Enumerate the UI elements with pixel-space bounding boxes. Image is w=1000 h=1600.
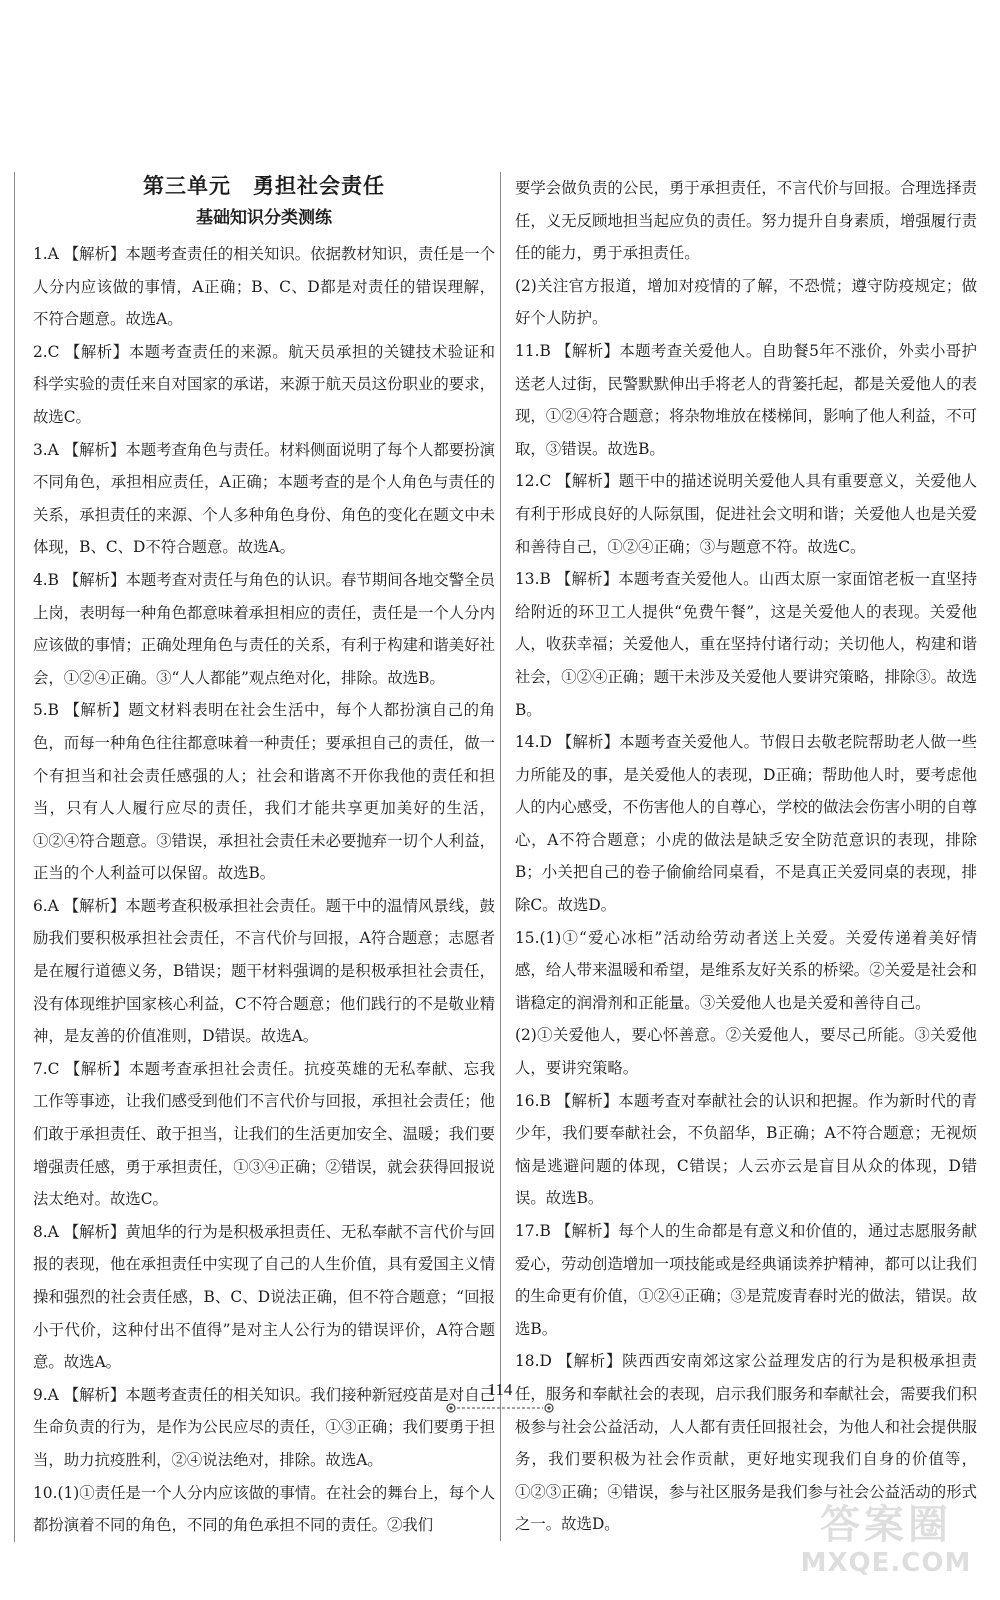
answer-entry: 15.(1)①“爱心冰柜”活动给劳动者送上关爱。关爱传递着美好情感，给人带来温暖和希望，是维系友好关系的桥梁。②关爱是社会和谐稳定的润滑剂和正能量。③关爱他人也是关爱和善待自己。 [515,928,977,1012]
right-answer-list [515,172,977,1541]
page-number: 114 [487,1380,513,1399]
section-subtitle: 基础知识分类测练 [196,208,332,228]
left-answer-list [33,238,495,1542]
answer-entry: 6.A 【解析】本题考查积极承担社会责任。题干中的温情风景线，鼓励我们要积极承担社会责任，不言代价与回报，A符合题意；志愿者是在履行道德义务，B错误；题干材料强调的是积极承担社会责任，没有体现维护国家核心利益，C不符合题意；他们践行的不是敬业精神，是友善的价值准则，D错误。故选A。 [33,896,495,1046]
unit-title: 第三单元 勇担社会责任 [143,174,385,198]
answer-entry: 9.A 【解析】本题考查责任的相关知识。我们接种新冠疫苗是对自己生命负责的行为，是作为公民应尽的责任，①③正确；我们要勇于担当，助力抗疫胜利，②④说法绝对，排除。故选A。 [33,1385,495,1469]
site-watermark [786,1502,986,1592]
answer-entry: 16.B 【解析】本题考查对奉献社会的认识和把握。作为新时代的青少年，我们要奉献社会，不负韶华，B正确；A不符合题意；无视烦恼是逃避问题的体现，C错误；人云亦云是盲目从众的体现，D错误。故选B。 [515,1091,977,1208]
answer-continuation: (2)①关爱他人，要心怀善意。②关爱他人，要尽己所能。③关爱他人，要讲究策略。 [515,1026,977,1078]
answer-entry: 11.B 【解析】本题考查关爱他人。自助餐5年不涨价，外卖小哥护送老人过街，民警默默伸出手将老人的背篓托起，都是关爱他人的表现，①②④符合题意；将杂物堆放在楼梯间，影响了他人利益，不可取，③错误。故选B。 [515,341,977,458]
answer-entry: 14.D 【解析】本题考查关爱他人。节假日去敬老院帮助老人做一些力所能及的事，是关爱他人的表现，D正确；帮助他人时，要考虑他人的内心感受，不伤害他人的自尊心，学校的做法会伤害小明的自尊心，A不符合题意；小虎的做法是缺乏安全防范意识的表现，排除B；小关把自己的卷子偷偷给同桌看，不是真正关爱同桌的表现，排除C。故选D。 [515,733,977,915]
answer-entry: 5.B 【解析】题文材料表明在社会生活中，每个人都扮演自己的角色，而每一种角色往往都意味着一种责任；要承担自己的责任，做一个有担当和社会责任感强的人；社会和谐离不开你我他的责任和担当，只有人人履行应尽的责任，我们才能共享更加美好的生活，①②④符合题意。③错误，承担社会责任未必要抛弃一切个人利益，正当的个人利益可以保留。故选B。 [33,701,495,883]
answer-entry: 13.B 【解析】本题考查关爱他人。山西太原一家面馆老板一直坚持给附近的环卫工人提供“免费午餐”，这是关爱他人的表现。关爱他人，收获幸福；关爱他人，重在坚持付诸行动；关切他人，构建和谐社会，①②④正确；题干未涉及关爱他人要讲究策略，排除③。故选B。 [515,570,977,719]
right-column [500,172,977,1541]
answer-entry: 10.(1)①责任是一个人分内应该做的事情。在社会的舞台上，每个人都扮演着不同的角色，不同的角色承担不同的责任。②我们 [33,1483,495,1535]
answer-entry: 18.D 【解析】陕西西安南郊这家公益理发店的行为是积极承担责任，服务和奉献社会的表现，启示我们服务和奉献社会，需要我们积极参与社会公益活动，人人都有责任回报社会，为他人和社会提供服务，我们要积极为社会作贡献，更好地实现我们自身的价值等，①②③正确；④错误，参与社区服务是我们参与社会公益活动的形式之一。故选D。 [515,1352,977,1534]
page-footer [0,1380,1000,1414]
answer-entry: 7.C 【解析】本题考查承担社会责任。抗疫英雄的无私奉献、忘我工作等事迹，让我们感受到他们不言代价与回报，承担社会责任；他们敢于承担责任、敢于担当，让我们的生活更加安全、温暖；我们要增强责任感，勇于承担责任，①③④正确；②错误，就会获得回报说法太绝对。故选C。 [33,1059,495,1209]
answer-entry: 2.C 【解析】本题考查责任的来源。航天员承担的关键技术验证和科学实验的责任来自对国家的承诺，来源于航天员这份职业的要求，故选C。 [33,342,495,426]
answer-continuation: (2)关注官方报道，增加对疫情的了解，不恐慌；遵守防疫规定；做好个人防护。 [515,276,977,328]
answer-entry: 8.A 【解析】黄旭华的行为是积极承担责任、无私奉献不言代价与回报的表现，他在承担责任中实现了自己的人生价值，具有爱国主义情操和强烈的社会责任感，B、C、D说法正确，但不符合题意；“回报小于代价，这种付出不值得”是对主人公行为的错误评价，A符合题意。故选A。 [33,1222,495,1372]
watermark-logo-text: 答案圈 [820,1502,952,1548]
answer-continuation: 要学会做负责的公民，勇于承担责任，不言代价与回报。合理选择责任，义无反顾地担当起应负的责任。努力提升自身素质，增强履行责任的能力，勇于承担责任。 [515,179,977,263]
answer-entry: 4.B 【解析】本题考查对责任与角色的认识。春节期间各地交警全员上岗，表明每一种角色都意味着承担相应的责任，责任是一个人分内应该做的事情；正确处理角色与责任的关系，有利于构建和谐美好社会，①②④正确。③“人人都能”观点绝对化，排除。故选B。 [33,570,495,687]
answer-entry: 1.A 【解析】本题考查责任的相关知识。依据教材知识，责任是一个人分内应该做的事情，A正确；B、C、D都是对责任的错误理解，不符合题意。故选A。 [33,245,495,329]
footer-ornament-icon [445,1402,555,1414]
answer-entry: 17.B 【解析】每个人的生命都是有意义和价值的，通过志愿服务献爱心，劳动创造增加一项技能或是经典诵读养护精神，都可以让我们的生命更有价值，①②④正确；③是荒废青春时光的做法，错误。故选B。 [515,1222,977,1338]
watermark-url: MXQE.COM [800,1548,972,1578]
answer-entry: 3.A 【解析】本题考查角色与责任。材料侧面说明了每个人都要扮演不同角色，承担相应责任，A正确；本题考查的是个人角色与责任的关系，承担责任的来源、个人多种角色身份、角色的变化在题文中未体现，B、C、D不符合题意。故选A。 [33,440,495,557]
left-column [14,172,495,1542]
answer-entry: 12.C 【解析】题干中的描述说明关爱他人具有重要意义，关爱他人有利于形成良好的人际氛围，促进社会文明和谐；关爱他人也是关爱和善待自己，①②④正确；③与题意不符。故选C。 [515,472,977,556]
